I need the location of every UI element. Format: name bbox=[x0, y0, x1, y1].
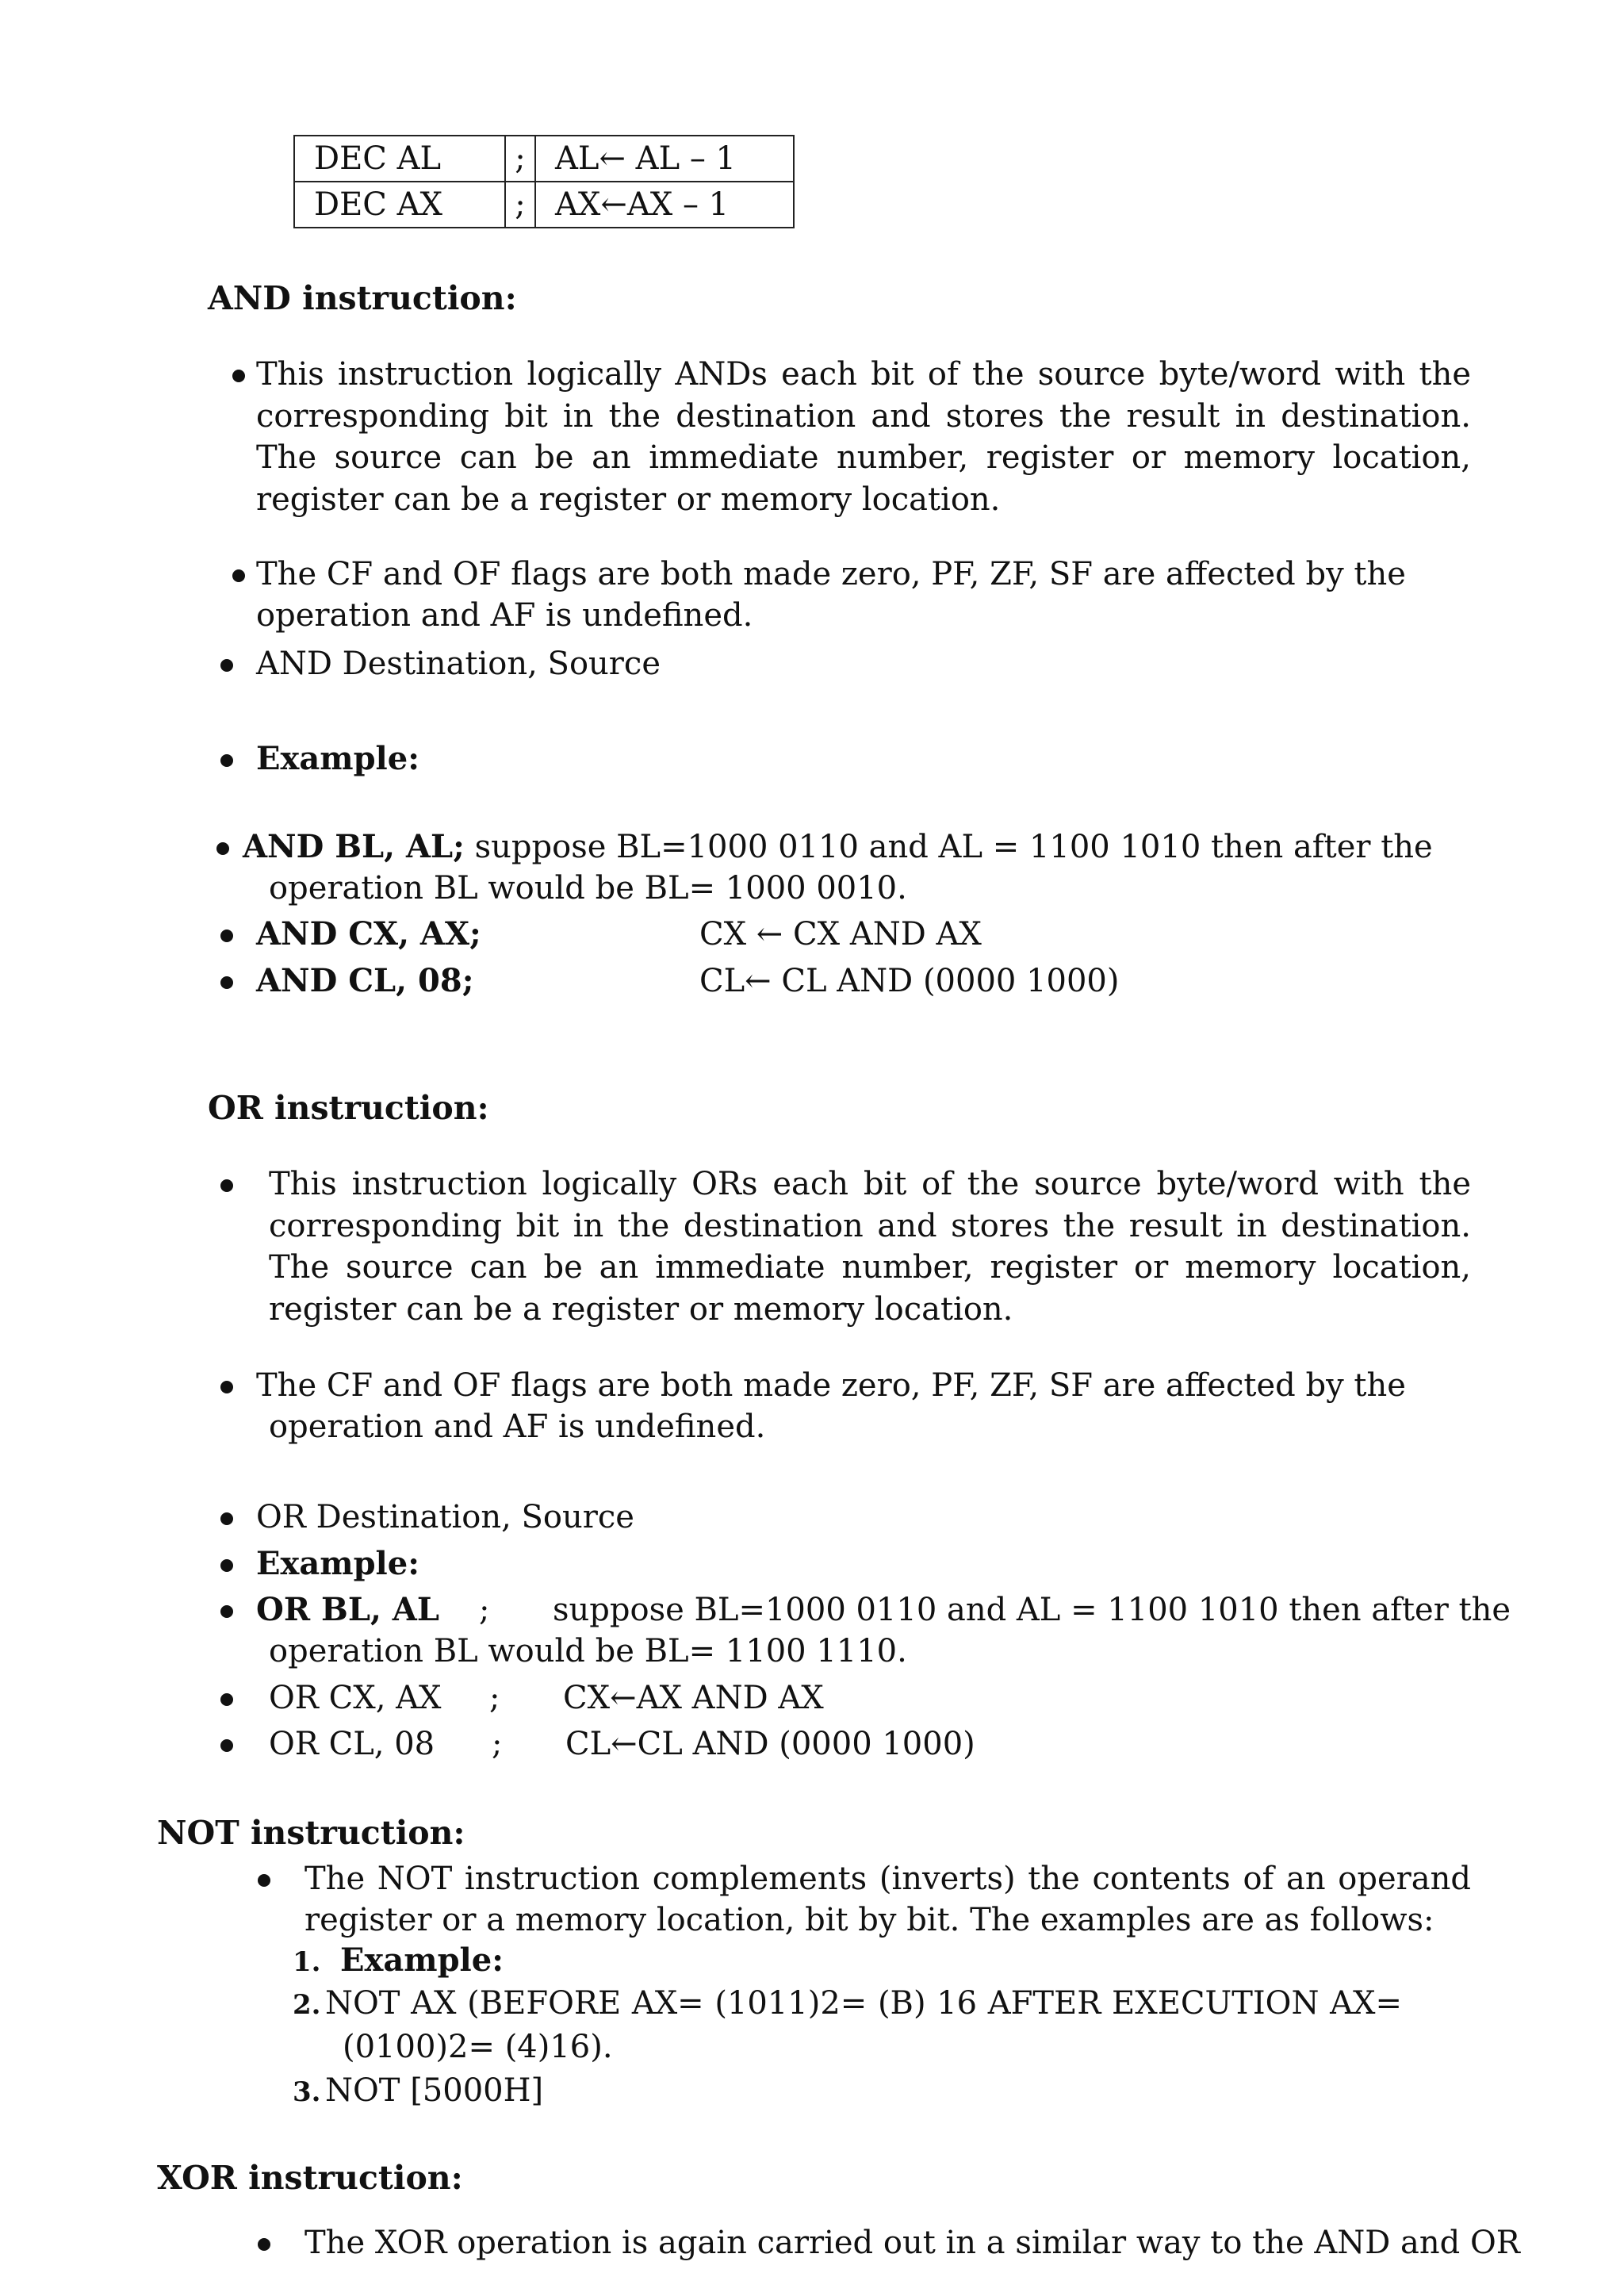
not-example-2-line-2: (0100)2= (4)16). bbox=[343, 2029, 613, 2065]
not-example-2-line-1: NOT AX (BEFORE AX= (1011)2= (B) 16 AFTER EXECUTION AX= bbox=[325, 1985, 1402, 2022]
or-example-3-effect: CL←CL AND (0000 1000) bbox=[565, 1726, 975, 1762]
bullet-icon bbox=[216, 842, 229, 855]
not-section-heading: NOT instruction: bbox=[157, 1814, 465, 1852]
and-section-heading: AND instruction: bbox=[208, 279, 517, 317]
xor-description-line-1: The XOR operation is again carried out in a similar way to the AND and OR bbox=[304, 2225, 1520, 2261]
dec-instruction-table bbox=[293, 135, 795, 228]
bullet-icon bbox=[220, 1693, 233, 1706]
or-example-2-effect: CX←AX AND AX bbox=[563, 1680, 824, 1716]
effect-cell: AX←AX – 1 bbox=[535, 182, 794, 228]
and-description-paragraph: This instruction logically ANDs each bit of the source byte/word with the corresponding bit in the destination and stores the result in destination. The source can be an immediate number, register or memory location, register can be a register or memory location. bbox=[256, 356, 1471, 518]
table-row bbox=[294, 182, 794, 228]
separator-cell: ; bbox=[505, 136, 535, 182]
or-flags-line-2: operation and AF is undefined. bbox=[269, 1409, 766, 1445]
or-section-heading: OR instruction: bbox=[208, 1089, 489, 1127]
or-example-label: Example: bbox=[256, 1545, 419, 1582]
instruction-cell: DEC AX bbox=[294, 182, 505, 228]
bullet-icon bbox=[232, 370, 245, 382]
not-example-3: NOT [5000H] bbox=[325, 2072, 544, 2109]
and-example-2-effect: CX ← CX AND AX bbox=[699, 916, 982, 953]
bullet-icon bbox=[220, 754, 233, 767]
bullet-icon bbox=[258, 2238, 270, 2251]
or-example-2-separator: ; bbox=[489, 1680, 500, 1716]
and-example-label: Example: bbox=[256, 740, 419, 777]
and-syntax: AND Destination, Source bbox=[256, 646, 661, 682]
not-description-line-1: The NOT instruction complements (inverts) the contents of an operand bbox=[304, 1861, 1471, 1897]
not-example-label: Example: bbox=[340, 1941, 504, 1979]
and-flags-line-2: operation and AF is undefined. bbox=[256, 597, 753, 634]
bullet-icon bbox=[220, 1381, 233, 1393]
bullet-icon bbox=[220, 1559, 233, 1572]
or-example-1-text: suppose BL=1000 0110 and AL = 1100 1010 then after the bbox=[553, 1592, 1511, 1628]
table-row bbox=[294, 136, 794, 182]
bullet-icon bbox=[258, 1874, 270, 1887]
bullet-icon bbox=[220, 1512, 233, 1525]
bullet-icon bbox=[220, 1739, 233, 1752]
and-example-1 bbox=[243, 826, 1433, 868]
instruction-cell: DEC AL bbox=[294, 136, 505, 182]
or-description-paragraph: This instruction logically ORs each bit of the source byte/word with the corresponding bit in the destination and stores the result in destination. The source can be an immediate number, register or memory location, register can be a register or memory location. bbox=[269, 1166, 1471, 1328]
bullet-icon bbox=[220, 1605, 233, 1618]
list-number: 2. bbox=[293, 1989, 321, 2021]
and-example-2-code: AND CX, AX; bbox=[256, 915, 481, 953]
and-example-1-text: suppose BL=1000 0110 and AL = 1100 1010 then after the bbox=[464, 829, 1433, 865]
and-example-3-code: AND CL, 08; bbox=[256, 962, 474, 999]
or-example-2-code: OR CX, AX bbox=[269, 1680, 442, 1716]
bullet-icon bbox=[220, 976, 233, 989]
or-flags-line-1: The CF and OF flags are both made zero, PF, ZF, SF are affected by the bbox=[256, 1367, 1406, 1404]
or-example-1-code: OR BL, AL bbox=[256, 1591, 439, 1628]
or-example-1-separator: ; bbox=[479, 1592, 490, 1628]
or-example-3-code: OR CL, 08 bbox=[269, 1726, 435, 1762]
bullet-icon bbox=[220, 659, 233, 672]
or-example-3-separator: ; bbox=[492, 1726, 503, 1762]
separator-cell: ; bbox=[505, 182, 535, 228]
or-example-1-line-2: operation BL would be BL= 1100 1110. bbox=[269, 1633, 907, 1669]
and-flags-line-1: The CF and OF flags are both made zero, PF, ZF, SF are affected by the bbox=[256, 556, 1406, 592]
and-example-3-effect: CL← CL AND (0000 1000) bbox=[699, 963, 1120, 999]
list-number: 1. bbox=[293, 1946, 321, 1978]
bullet-icon bbox=[232, 569, 245, 582]
effect-cell: AL← AL – 1 bbox=[535, 136, 794, 182]
bullet-icon bbox=[220, 930, 233, 942]
xor-section-heading: XOR instruction: bbox=[157, 2159, 463, 2197]
bullet-icon bbox=[220, 1179, 233, 1192]
or-syntax: OR Destination, Source bbox=[256, 1499, 634, 1535]
and-example-1-line-2: operation BL would be BL= 1000 0010. bbox=[269, 870, 907, 907]
not-description-line-2: register or a memory location, bit by bit. The examples are as follows: bbox=[304, 1902, 1434, 1938]
list-number: 3. bbox=[293, 2076, 321, 2108]
and-example-1-code: AND BL, AL; bbox=[243, 828, 465, 865]
